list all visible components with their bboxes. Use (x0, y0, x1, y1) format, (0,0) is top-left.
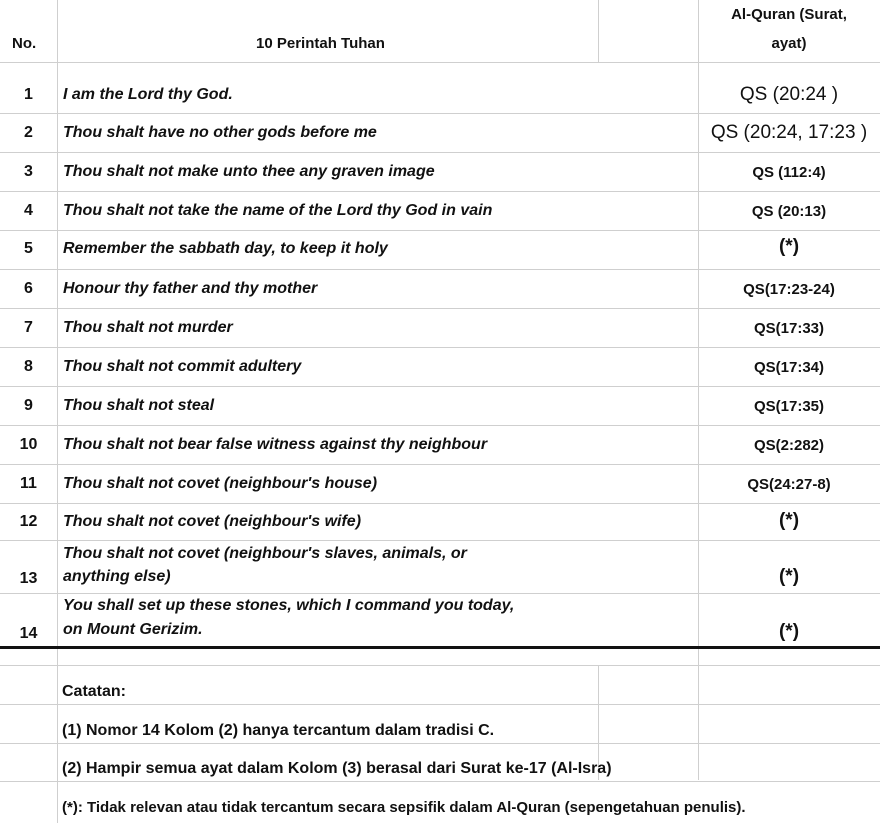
note-3: (*): Tidak relevan atau tidak tercantum secara sepsifik dalam Al-Quran (sepengetahuan penulis). (62, 799, 746, 816)
quran-reference: (*) (778, 510, 800, 531)
row-line (0, 704, 880, 705)
row-number: 13 (19, 570, 38, 587)
quran-reference: QS(17:34) (753, 359, 825, 376)
row-number: 5 (24, 240, 33, 257)
row-line (0, 386, 880, 387)
quran-reference: QS (20:13) (751, 203, 827, 220)
row-number: 4 (24, 202, 33, 219)
quran-reference: (*) (778, 236, 800, 257)
commandment-text: I am the Lord thy God. (63, 86, 233, 103)
commandment-text: Remember the sabbath day, to keep it holy (63, 240, 388, 257)
row-line (0, 62, 880, 63)
row-line (0, 425, 880, 426)
header-commandments: 10 Perintah Tuhan (256, 35, 385, 52)
row-number: 7 (24, 319, 33, 336)
commandment-text: Thou shalt not murder (63, 319, 233, 336)
row-number: 3 (24, 163, 33, 180)
note-1: (1) Nomor 14 Kolom (2) hanya tercantum dalam tradisi C. (62, 722, 495, 739)
col-line (598, 0, 599, 62)
header-no: No. (12, 35, 37, 52)
commandment-text: Thou shalt not take the name of the Lord thy God in vain (63, 202, 493, 219)
quran-reference: QS(17:33) (753, 320, 825, 337)
quran-reference: QS (112:4) (752, 164, 826, 181)
commandment-text-line2: on Mount Gerizim. (63, 621, 203, 638)
row-line (0, 269, 880, 270)
row-number: 1 (24, 86, 33, 103)
col-line (698, 0, 699, 780)
commandment-text: Thou shalt not make unto thee any graven image (63, 163, 435, 180)
commandment-text: Thou shalt not covet (neighbour's wife) (63, 513, 362, 530)
quran-reference: (*) (778, 566, 800, 587)
commandment-text: Thou shalt not covet (neighbour's house) (63, 475, 378, 492)
row-line (0, 665, 880, 666)
commandment-text: Honour thy father and thy mother (63, 280, 318, 297)
quran-reference: QS (20:24, 17:23 ) (710, 122, 868, 143)
commandment-text-line1: Thou shalt not covet (neighbour's slaves, animals, or (63, 545, 467, 562)
row-line (0, 152, 880, 153)
row-number: 10 (19, 436, 38, 453)
row-line (0, 191, 880, 192)
quran-reference: QS(17:35) (753, 398, 825, 415)
row-line (0, 230, 880, 231)
row-number: 11 (20, 475, 37, 492)
row-number: 2 (24, 124, 33, 141)
row-line (0, 347, 880, 348)
table-bottom-border (0, 646, 880, 649)
row-number: 9 (24, 397, 33, 414)
row-line (0, 308, 880, 309)
notes-title: Catatan: (62, 683, 127, 700)
row-number: 12 (19, 513, 38, 530)
commandment-text: Thou shalt not steal (63, 397, 215, 414)
row-line (0, 540, 880, 541)
note-2: (2) Hampir semua ayat dalam Kolom (3) berasal dari Surat ke-17 (Al-Isra) (62, 760, 612, 777)
col-line (57, 0, 58, 823)
header-quran-line1: Al-Quran (Surat, (731, 6, 847, 23)
row-line (0, 464, 880, 465)
quran-reference: QS(17:23-24) (743, 281, 835, 298)
header-quran-line2: ayat) (771, 35, 807, 52)
commandment-text: Thou shalt have no other gods before me (63, 124, 377, 141)
commandment-text: Thou shalt not commit adultery (63, 358, 302, 375)
row-line (0, 113, 880, 114)
quran-reference: QS(24:27-8) (747, 476, 831, 493)
row-line (0, 503, 880, 504)
quran-reference: QS(2:282) (753, 437, 825, 454)
row-number: 6 (24, 280, 33, 297)
row-number: 8 (24, 358, 33, 375)
row-line (0, 593, 880, 594)
quran-reference: (*) (778, 621, 800, 642)
commandment-text-line2: anything else) (63, 568, 171, 585)
quran-reference: QS (20:24 ) (739, 84, 839, 105)
row-line (0, 781, 880, 782)
commandment-text-line1: You shall set up these stones, which I command you today, (63, 597, 515, 614)
commandment-text: Thou shalt not bear false witness against thy neighbour (63, 436, 488, 453)
row-line (0, 743, 880, 744)
row-number: 14 (19, 625, 38, 642)
